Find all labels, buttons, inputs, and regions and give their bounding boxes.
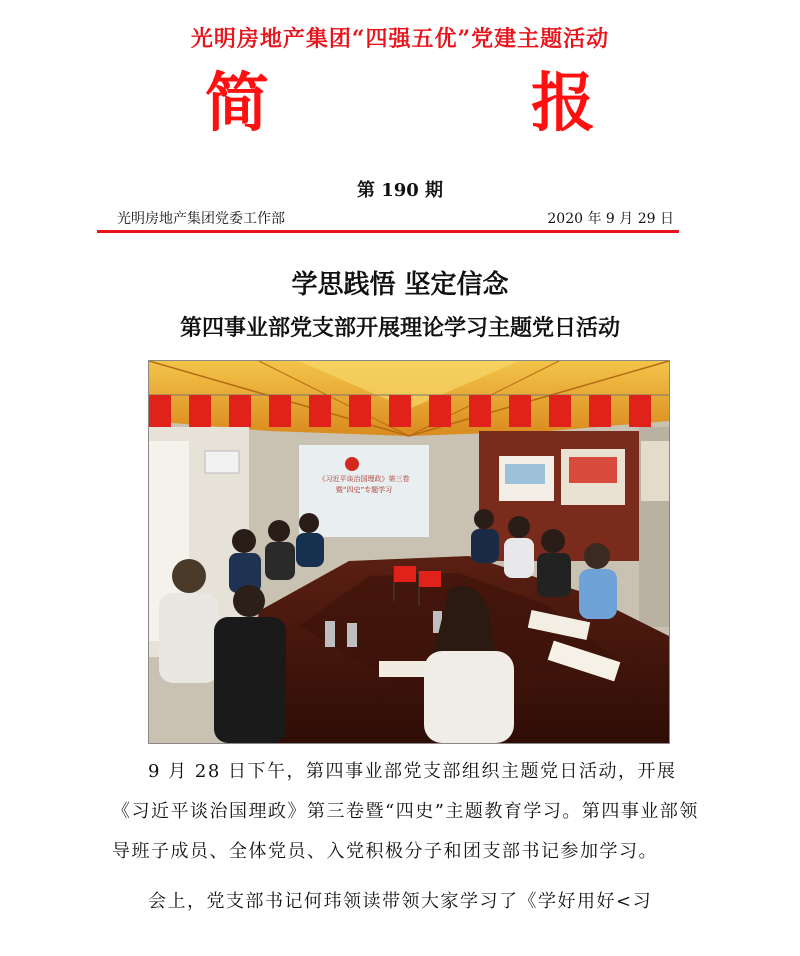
screen-line-1: 《习近平谈治国理政》第三卷 (318, 475, 410, 483)
meeting-photo-illustration (149, 361, 669, 743)
screen-line-2: 暨“四史”专题学习 (335, 486, 393, 494)
publish-date: 2020 年 9 月 29 日 (547, 211, 674, 227)
article-body (112, 752, 702, 922)
meeting-photo (148, 360, 670, 744)
department-name: 光明房地产集团党委工作部 (117, 211, 285, 227)
article-paragraph: 会上，党支部书记何玮领读带领大家学习了《学好用好<习 (148, 891, 653, 912)
masthead-title: 简 报 (204, 66, 716, 141)
issue-number: 第 190 期 (356, 180, 444, 201)
header-divider (97, 230, 679, 233)
article-headline: 学思践悟 坚定信念 (291, 270, 509, 300)
org-title: 光明房地产集团“四强五优”党建主题活动 (190, 26, 610, 52)
article-subheadline: 第四事业部党支部开展理论学习主题党日活动 (179, 316, 620, 341)
article-paragraph: 9 月 28 日下午，第四事业部党支部组织主题党日活动，开展《习近平谈治国理政》第三卷暨“四史”主题教育学习。第四事业部领导班子成员、全体党员、入党积极分子和团支部书记参加学习。 (112, 761, 699, 862)
